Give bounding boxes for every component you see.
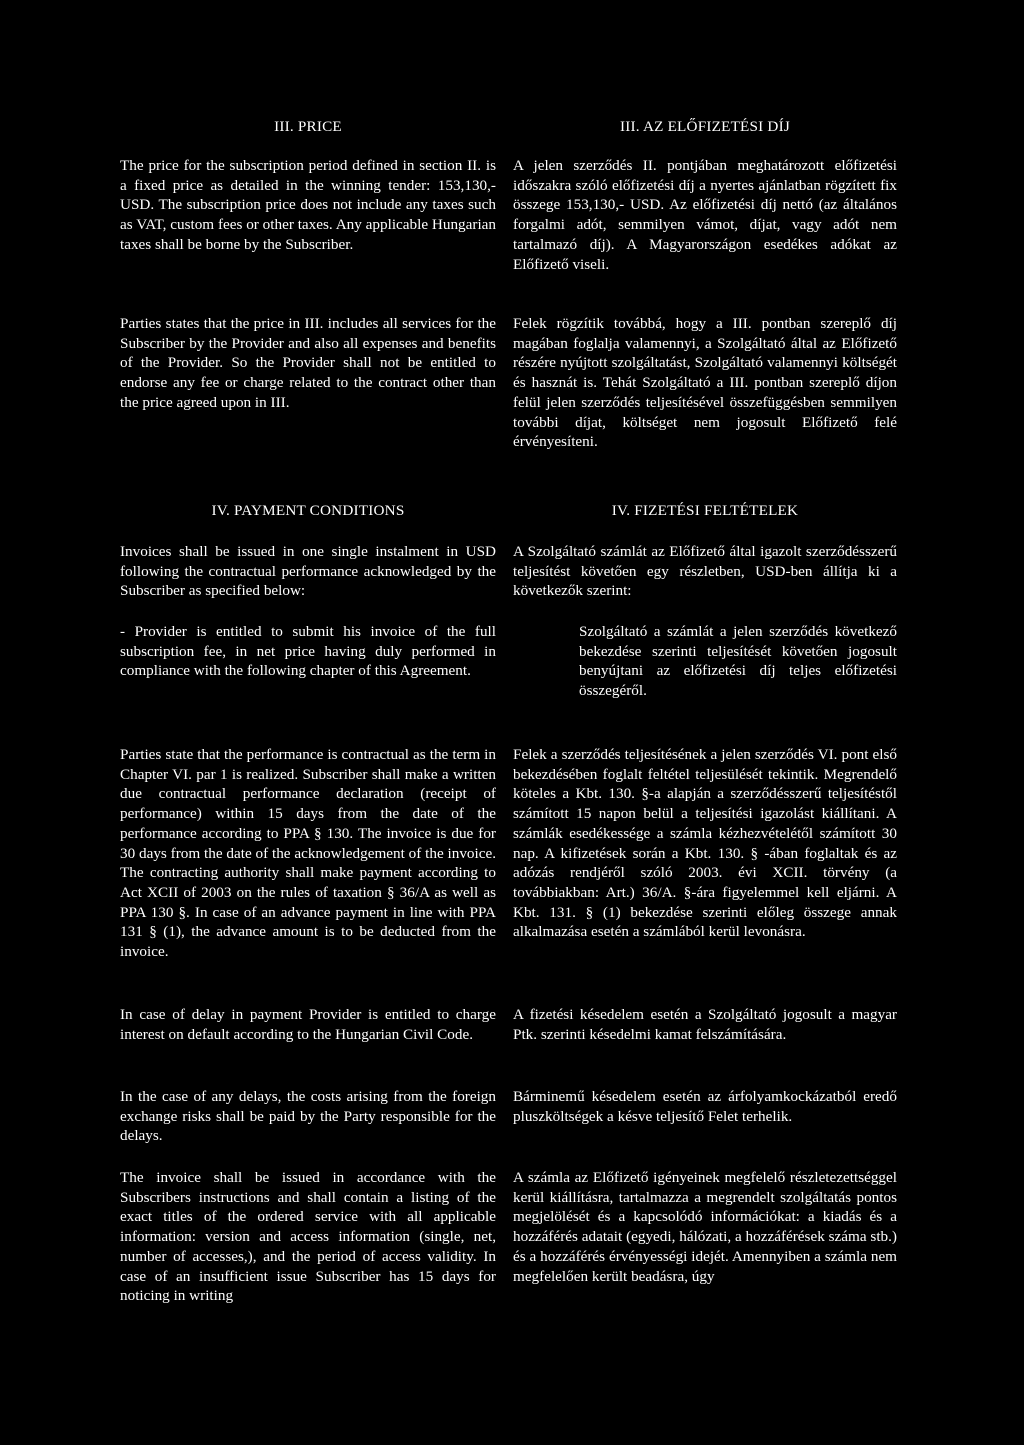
issue-paragraph-hu: A számla az Előfizető igényeinek megfelelő részletezettséggel kerül kiállításra, tartalmazza a megrendelt szolgáltatás pontos megjelölését és a kapcsolódó információkat: a kiadás és a hozzáférés adatait (egyedi, hálózati, a hozzáférések száma stb.) és a hozzáférés érvényességi idejét. Amennyiben a számla nem megfelelően került beadásra, úgy — [513, 1169, 897, 1285]
invoices-paragraph-hu: A Szolgáltató számlát az Előfizető által igazolt szerződésszerű teljesítést követően egy részletben, USD-ben állítja ki a következők szerint: — [513, 543, 897, 600]
price-heading-en: III. PRICE — [274, 118, 342, 135]
parties-paragraph-en: Parties states that the price in III. includes all services for the Subscriber by the Provider and also all expenses and benefits of the Provider. So the Provider shall not be entitled to endorse any fee or charge related to the contract other than the price agreed upon in III. — [120, 315, 496, 411]
provider-paragraph-en: - Provider is entitled to submit his invoice of the full subscription fee, in net price having duly performed in compliance with the following chapter of this Agreement. — [120, 623, 496, 680]
exchange-paragraph-en: In the case of any delays, the costs arising from the foreign exchange risks shall be paid by the Party responsible for the delays. — [120, 1088, 496, 1145]
issue-paragraph-en: The invoice shall be issued in accordance with the Subscribers instructions and shall contain a listing of the exact titles of the ordered service with all applicable information: version and access information (single, net, number of accesses,), and the period of access validity. In case of an insufficient issue Subscriber has 15 days for noticing in writing — [120, 1169, 496, 1305]
performance-paragraph-en: Parties state that the performance is contractual as the term in Chapter VI. par 1 is realized. Subscriber shall make a written due contractual performance declaration (receipt of performance) within 15 days from the date of the performance according to PPA § 130. The invoice is due for 30 days from the date of the acknowledgement of the invoice. The contracting authority shall make payment according to Act XCII of 2003 on the rules of taxation § 36/A as well as PPA 130 §. In case of an advance payment in line with PPA 131 § (1), the advance amount is to be deducted from the invoice. — [120, 746, 496, 961]
invoices-paragraph-en: Invoices shall be issued in one single instalment in USD following the contractual performance acknowledged by the Subscriber as specified below: — [120, 543, 496, 600]
delay-paragraph-hu: A fizetési késedelem esetén a Szolgáltató jogosult a magyar Ptk. szerinti késedelmi kamat felszámítására. — [513, 1006, 897, 1043]
delay-paragraph-en: In case of delay in payment Provider is entitled to charge interest on default according to the Hungarian Civil Code. — [120, 1006, 496, 1043]
payment-heading-hu: IV. FIZETÉSI FELTÉTELEK — [611, 502, 799, 519]
provider-paragraph-hu: Szolgáltató a számlát a jelen szerződés következő bekezdése szerinti teljesítését követően jogosult benyújtani az előfizetési díj teljes előfizetési összegéről. — [579, 623, 897, 700]
parties-paragraph-hu: Felek rögzítik továbbá, hogy a III. pontban szereplő díj magában foglalja valamennyi, a Szolgáltató által az Előfizető részére nyújtott szolgáltatást, Szolgáltató valamennyi költségét és hasznát is. Tehát Szolgáltató a III. pontban szereplő díjon felül jelen szerződés teljesítésével összefüggésben semmilyen további díjat, költséget nem jogosult Előfizető felé érvényesíteni. — [513, 315, 897, 451]
exchange-paragraph-hu: Bárminemű késedelem esetén az árfolyamkockázatból eredő pluszköltségek a késve teljesítő Felet terhelik. — [513, 1088, 897, 1125]
performance-paragraph-hu: Felek a szerződés teljesítésének a jelen szerződés VI. pont első bekezdésében foglalt feltétel teljesülését tekintik. Megrendelő köteles a Kbt. 130. §-a alapján a szerződésszerű teljesítéstől számított 15 napon belül a teljesítési igazolást kiállítani. A számlák esedékessége a számla kézhezvételétől számított 30 nap. A kifizetések során a Kbt. 130. § -ában foglaltak és az adózás rendjéről szóló 2003. évi XCII. törvény (a továbbiakban: Art.) 36/A. §-ára figyelemmel kell eljárni. A Kbt. 131. § (1) bekezdése szerinti előleg összege annak alkalmazása esetén a számlából kerül levonásra. — [513, 746, 897, 941]
price-paragraph-en: The price for the subscription period defined in section II. is a fixed price as detailed in the winning tender: 153,130,- USD. The subscription price does not include any taxes such as VAT, custom fees or other taxes. Any applicable Hungarian taxes shall be borne by the Subscriber. — [120, 157, 496, 253]
price-paragraph-hu: A jelen szerződés II. pontjában meghatározott előfizetési időszakra szóló előfizetési díj a nyertes ajánlatban rögzített fix összege 153,130,- USD. Az előfizetési díj nettó (az általános forgalmi adót, semmilyen vámot, díjat, vagy adót nem tartalmazó díj). A Magyarországon esedékes adókat az Előfizető viseli. — [513, 157, 897, 273]
price-heading-hu: III. AZ ELŐFIZETÉSI DÍJ — [620, 118, 790, 135]
payment-heading-en: IV. PAYMENT CONDITIONS — [211, 502, 405, 519]
